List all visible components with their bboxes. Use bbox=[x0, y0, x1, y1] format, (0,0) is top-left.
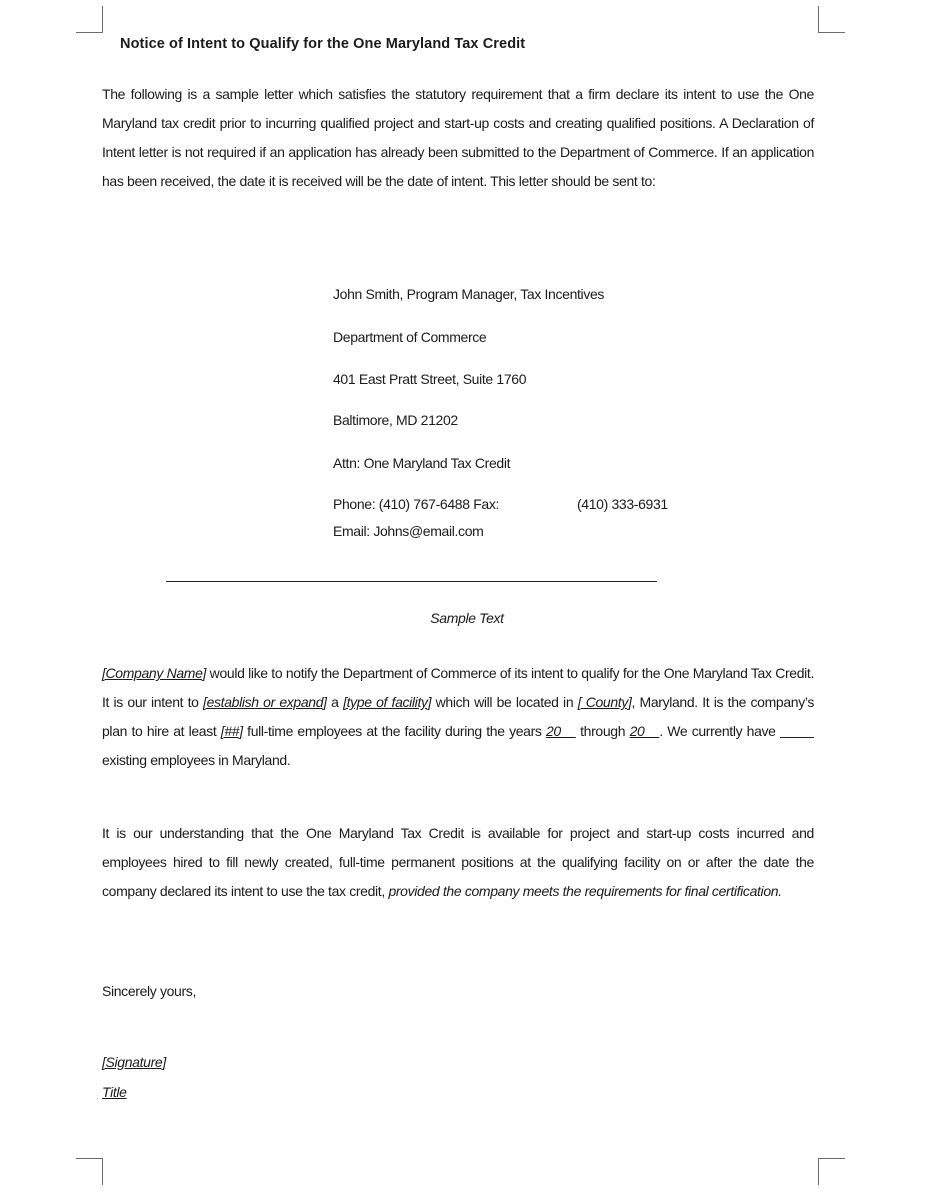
address-phone: Phone: (410) 767-6488 Fax: bbox=[333, 496, 500, 512]
crop-mark-bottom-left bbox=[76, 1158, 103, 1185]
divider-line bbox=[166, 581, 657, 582]
blank-existing-employees bbox=[780, 723, 814, 738]
body-text: through bbox=[575, 723, 630, 739]
crop-mark-bottom-right bbox=[818, 1158, 845, 1185]
placeholder-county: [ County] bbox=[577, 694, 632, 710]
placeholder-company-name: [Company Name] bbox=[102, 665, 207, 681]
placeholder-type-of-facility: [type of facility] bbox=[343, 694, 432, 710]
closing-salutation: Sincerely yours, bbox=[102, 983, 196, 999]
body-text: would like to notify the Department of Commerce of its intent to qualify for the One Maryland Tax Credit. It is our intent to bbox=[102, 665, 815, 710]
placeholder-title: Title bbox=[102, 1084, 127, 1100]
address-line-street: 401 East Pratt Street, Suite 1760 bbox=[333, 371, 527, 387]
address-line-recipient: John Smith, Program Manager, Tax Incentives bbox=[333, 286, 605, 302]
placeholder-establish-or-expand: [establish or expand] bbox=[203, 694, 327, 710]
body-text: a bbox=[326, 694, 344, 710]
address-line-department: Department of Commerce bbox=[333, 329, 487, 345]
address-line-city: Baltimore, MD 21202 bbox=[333, 412, 458, 428]
address-fax-number: (410) 333-6931 bbox=[577, 496, 668, 512]
placeholder-end-year: 20__ bbox=[629, 723, 660, 739]
body-text: It is our understanding that the One Maryland Tax Credit is available for project and start-up costs incurred and employees hired to fill newly created, full-time permanent positions at the qualifying facility on or after the date the company declared its intent to use the tax credit, bbox=[102, 825, 814, 899]
crop-mark-top-right bbox=[818, 6, 845, 33]
crop-mark-top-left bbox=[76, 6, 103, 33]
letter-body-paragraph-1 bbox=[102, 659, 814, 775]
address-line-attn: Attn: One Maryland Tax Credit bbox=[333, 455, 511, 471]
placeholder-signature: [Signature] bbox=[102, 1054, 166, 1070]
letter-body-paragraph-2 bbox=[102, 819, 814, 906]
body-text: full-time employees at the facility during the years bbox=[242, 723, 546, 739]
body-text: , Maryland. It is the company’s plan to hire at least bbox=[102, 694, 815, 739]
body-text: which will be located in bbox=[431, 694, 578, 710]
document-title: Notice of Intent to Qualify for the One Maryland Tax Credit bbox=[120, 36, 526, 52]
certification-clause: provided the company meets the requirements for final certification. bbox=[388, 883, 782, 899]
address-email: Email: Johns@email.com bbox=[333, 523, 484, 539]
body-text: . We currently have bbox=[659, 723, 780, 739]
body-text: existing employees in Maryland. bbox=[102, 752, 291, 768]
intro-paragraph: The following is a sample letter which satisfies the statutory requirement that a firm declare its intent to use the One Maryland tax credit prior to incurring qualified project and start-up costs and creating qualified positions. A Declaration of Intent letter is not required if an application has already been submitted to the Department of Commerce. If an application has been received, the date it is received will be the date of intent. This letter should be sent to: bbox=[102, 86, 814, 189]
placeholder-number-of-employees: [##] bbox=[220, 723, 243, 739]
placeholder-start-year: 20__ bbox=[545, 723, 576, 739]
sample-text-heading: Sample Text bbox=[430, 610, 504, 626]
